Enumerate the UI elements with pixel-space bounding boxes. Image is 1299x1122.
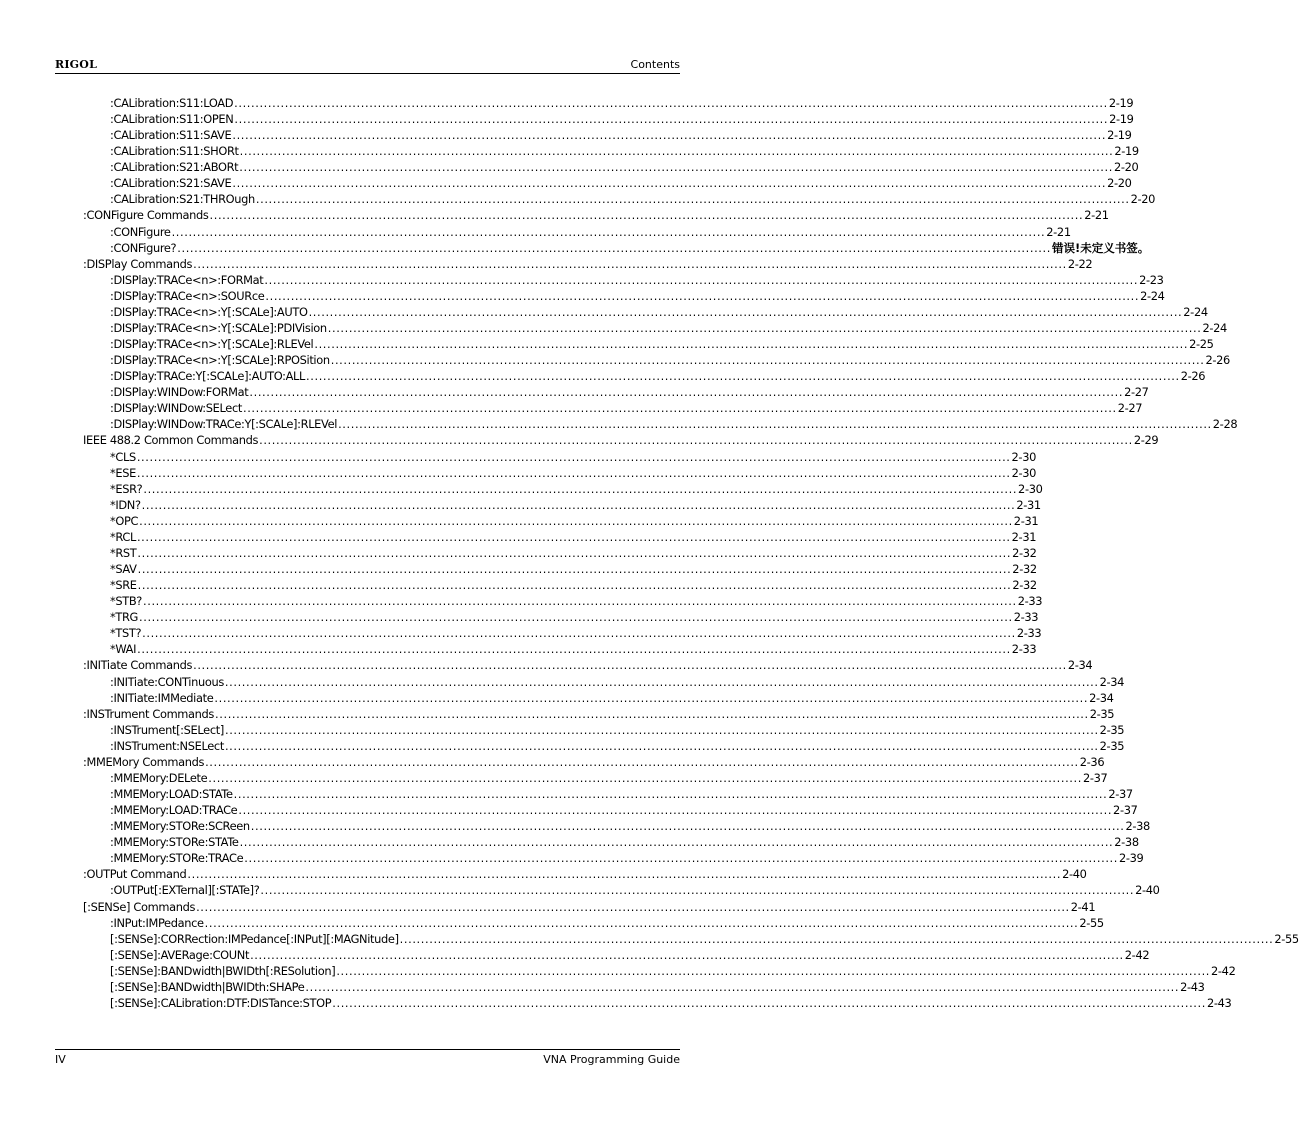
toc-page-number: 2-20 bbox=[1113, 160, 1139, 175]
toc-leader-dots: ............................................................................................................................................................................................................... bbox=[214, 690, 1089, 705]
toc-entry-title: :DISPlay Commands bbox=[83, 256, 193, 271]
toc-leader-dots: ............................................................................................................................................................................................................... bbox=[224, 738, 1099, 753]
toc-page-number: 2-37 bbox=[1108, 787, 1133, 801]
toc-entry[interactable] bbox=[110, 721, 1125, 737]
toc-leader-dots: ............................................................................................................................................................................................................... bbox=[330, 353, 1205, 368]
toc-entry[interactable] bbox=[110, 978, 1205, 994]
toc-page-number: 2-30 bbox=[1011, 449, 1036, 464]
toc-leader-dots: ............................................................................................................................................................................................................... bbox=[244, 851, 1118, 866]
toc-entry-title: :CONFigure bbox=[110, 224, 171, 239]
toc-entry[interactable] bbox=[110, 833, 1139, 850]
toc-page-number: 2-42 bbox=[1211, 963, 1236, 978]
toc-page-number: 2-19 bbox=[1108, 96, 1134, 110]
toc-entry[interactable] bbox=[110, 287, 1165, 303]
document-title: VNA Programming Guide bbox=[543, 1053, 680, 1066]
toc-entry[interactable] bbox=[110, 737, 1125, 753]
toc-entry-title: [:SENSe]:AVERage:COUNt bbox=[110, 947, 250, 962]
toc-page-number: 2-25 bbox=[1189, 337, 1214, 352]
toc-page-number: 2-19 bbox=[1107, 128, 1132, 143]
toc-entry[interactable] bbox=[110, 994, 1232, 1010]
toc-leader-dots: ............................................................................................................................................................................................................... bbox=[265, 288, 1140, 303]
toc-page-number: 2-40 bbox=[1062, 867, 1087, 882]
toc-entry[interactable] bbox=[110, 415, 1238, 432]
toc-leader-dots: ............................................................................................................................................................................................................... bbox=[242, 401, 1117, 416]
toc-page-number: 2-43 bbox=[1180, 979, 1205, 994]
toc-entry-title: :DISPlay:TRACe<n>:FORMat bbox=[110, 272, 264, 287]
toc-entry[interactable] bbox=[110, 351, 1230, 368]
toc-leader-dots: ............................................................................................................................................................................................................... bbox=[224, 674, 1099, 689]
toc-page-number: 2-24 bbox=[1140, 288, 1165, 303]
toc-entry[interactable] bbox=[110, 849, 1144, 866]
toc-entry-title: :MMEMory:DELete bbox=[110, 770, 208, 785]
toc-leader-dots: ............................................................................................................................................................................................................... bbox=[338, 417, 1212, 432]
toc-page-number: 2-24 bbox=[1183, 304, 1208, 319]
toc-page-number: 2-21 bbox=[1046, 224, 1071, 239]
toc-entry-title: :INSTrument:NSELect bbox=[110, 738, 224, 753]
toc-leader-dots: ............................................................................................................................................................................................................... bbox=[224, 722, 1099, 737]
toc-leader-dots: ............................................................................................................................................................................................................... bbox=[193, 256, 1067, 271]
page-header bbox=[55, 57, 680, 74]
toc-page-number: 2-55 bbox=[1274, 931, 1299, 946]
toc-entry-title: [:SENSe]:BANDwidth|BWIDth:SHAPe bbox=[110, 979, 305, 994]
toc-page-number: 2-31 bbox=[1013, 513, 1039, 528]
toc-leader-dots: ............................................................................................................................................................................................................... bbox=[239, 144, 1114, 159]
toc-entry[interactable] bbox=[110, 174, 1132, 191]
toc-entry-title: [:SENSe]:CORRection:IMPedance[:INPut][:MAGNitude] bbox=[110, 931, 399, 946]
toc-leader-dots: ............................................................................................................................................................................................................... bbox=[171, 224, 1046, 239]
toc-page-number: 2-34 bbox=[1089, 690, 1114, 705]
toc-leader-dots: ............................................................................................................................................................................................................... bbox=[139, 610, 1013, 625]
toc-entry[interactable] bbox=[110, 496, 1041, 512]
toc-entry-title: :CALibration:S11:SHORt bbox=[110, 144, 239, 159]
toc-page-number: 2-22 bbox=[1067, 256, 1093, 271]
toc-entry[interactable] bbox=[110, 464, 1037, 480]
toc-entry[interactable] bbox=[83, 865, 1087, 882]
page-number: IV bbox=[55, 1053, 66, 1066]
toc-entry[interactable] bbox=[110, 673, 1125, 689]
toc-leader-dots: ............................................................................................................................................................................................................... bbox=[260, 883, 1135, 898]
toc-entry[interactable] bbox=[110, 480, 1043, 496]
toc-page-number: 2-19 bbox=[1114, 144, 1139, 159]
toc-leader-dots: ............................................................................................................................................................................................................... bbox=[177, 240, 1051, 255]
toc-page-number: 2-27 bbox=[1124, 385, 1149, 400]
toc-entry[interactable] bbox=[110, 110, 1134, 127]
toc-entry[interactable] bbox=[83, 206, 1109, 223]
toc-entry[interactable] bbox=[110, 528, 1037, 544]
toc-entry-title: [:SENSe]:BANDwidth|BWIDth[:RESolution] bbox=[110, 963, 336, 978]
toc-entry-title: :DISPlay:TRACe<n>:Y[:SCALe]:AUTO bbox=[110, 304, 308, 319]
toc-leader-dots: ............................................................................................................................................................................................................... bbox=[255, 192, 1130, 207]
toc-entry-title: :OUTPut[:EXTernal][:STATe]? bbox=[110, 883, 260, 898]
toc-entry-title: :DISPlay:TRACe<n>:Y[:SCALe]:PDIVision bbox=[110, 320, 327, 335]
toc-entry[interactable] bbox=[83, 898, 1096, 914]
toc-entry-title: :CALibration:S11:OPEN bbox=[110, 112, 234, 127]
toc-page-number: 2-37 bbox=[1082, 770, 1108, 785]
toc-entry-title: :OUTPut Command bbox=[83, 867, 187, 882]
toc-leader-dots: ............................................................................................................................................................................................................... bbox=[234, 112, 1109, 127]
toc-entry[interactable] bbox=[110, 640, 1037, 657]
toc-page-number: 2-26 bbox=[1180, 369, 1206, 384]
toc-leader-dots: ............................................................................................................................................................................................................... bbox=[238, 803, 1113, 818]
toc-entry[interactable] bbox=[110, 383, 1149, 400]
toc-leader-dots: ............................................................................................................................................................................................................... bbox=[233, 787, 1108, 801]
toc-page-number: 2-40 bbox=[1135, 883, 1160, 898]
toc-entry-title: :DISPlay:WINDow:TRACe:Y[:SCALe]:RLEVel bbox=[110, 417, 338, 432]
toc-leader-dots: ............................................................................................................................................................................................................... bbox=[306, 369, 1180, 384]
toc-leader-dots: ............................................................................................................................................................................................................... bbox=[136, 529, 1011, 544]
toc-entry[interactable] bbox=[110, 881, 1160, 898]
toc-page-number: 2-30 bbox=[1011, 465, 1037, 480]
toc-page-number: 2-32 bbox=[1012, 545, 1037, 560]
toc-leader-dots: ............................................................................................................................................................................................................... bbox=[234, 96, 1108, 110]
toc-entry-title: :CALibration:S21:SAVE bbox=[110, 176, 232, 191]
toc-page-number: 2-37 bbox=[1113, 803, 1138, 818]
toc-page-number: 2-35 bbox=[1089, 706, 1115, 721]
toc-leader-dots: ............................................................................................................................................................................................................... bbox=[143, 481, 1018, 496]
toc-entry[interactable] bbox=[83, 656, 1093, 673]
toc-entry[interactable] bbox=[110, 319, 1227, 335]
toc-leader-dots: ............................................................................................................................................................................................................... bbox=[215, 706, 1089, 721]
toc-page-number: 2-32 bbox=[1012, 578, 1037, 593]
toc-entry[interactable] bbox=[110, 930, 1299, 946]
toc-entry-title: :INPut:IMPedance bbox=[110, 915, 204, 930]
toc-entry-title: :CALibration:S21:ABORt bbox=[110, 160, 239, 175]
toc-page-number: 2-33 bbox=[1017, 594, 1043, 609]
toc-leader-dots: ............................................................................................................................................................................................................... bbox=[250, 947, 1124, 962]
toc-leader-dots: ............................................................................................................................................................................................................... bbox=[196, 899, 1070, 914]
toc-page-number: 2-41 bbox=[1070, 899, 1096, 914]
toc-leader-dots: ............................................................................................................................................................................................................... bbox=[141, 497, 1016, 512]
toc-entry[interactable] bbox=[110, 801, 1138, 818]
toc-entry[interactable] bbox=[83, 753, 1105, 769]
toc-entry-title: :MMEMory:LOAD:STATe bbox=[110, 787, 233, 801]
toc-entry[interactable] bbox=[110, 367, 1206, 384]
toc-page-number: 2-55 bbox=[1079, 915, 1104, 930]
section-title: Contents bbox=[630, 58, 680, 71]
toc-entry[interactable] bbox=[110, 126, 1132, 143]
toc-page-number: 2-31 bbox=[1016, 497, 1041, 512]
toc-entry-title: *RST bbox=[110, 545, 137, 560]
toc-entry-title: :CALibration:S21:THROugh bbox=[110, 192, 255, 207]
toc-entry-title: :CALibration:S11:SAVE bbox=[110, 128, 232, 143]
toc-entry[interactable] bbox=[110, 785, 1133, 801]
toc-leader-dots: ............................................................................................................................................................................................................... bbox=[232, 176, 1107, 191]
toc-leader-dots: ............................................................................................................................................................................................................... bbox=[208, 770, 1082, 785]
toc-page-number: 2-20 bbox=[1130, 192, 1156, 207]
toc-entry-title: IEEE 488.2 Common Commands bbox=[83, 433, 259, 448]
toc-leader-dots: ............................................................................................................................................................................................................... bbox=[137, 642, 1011, 657]
toc-entry[interactable] bbox=[110, 142, 1139, 159]
toc-page-number: 2-33 bbox=[1016, 626, 1042, 641]
toc-entry-title: :INSTrument Commands bbox=[83, 706, 215, 721]
toc-entry[interactable] bbox=[110, 817, 1150, 834]
toc-entry[interactable] bbox=[110, 544, 1037, 560]
toc-page-number: 2-24 bbox=[1202, 320, 1227, 335]
toc-entry-title: *IDN? bbox=[110, 497, 141, 512]
toc-leader-dots: ............................................................................................................................................................................................................... bbox=[187, 867, 1062, 882]
toc-entry[interactable] bbox=[83, 255, 1093, 271]
toc-entry[interactable] bbox=[110, 399, 1143, 416]
toc-entry-title: :DISPlay:TRACe:Y[:SCALe]:AUTO:ALL bbox=[110, 369, 306, 384]
toc-entry-title: :MMEMory:LOAD:TRACe bbox=[110, 803, 238, 818]
toc-entry-title: *WAI bbox=[110, 642, 137, 657]
toc-entry[interactable] bbox=[110, 962, 1236, 978]
toc-entry-title: :CONFigure? bbox=[110, 240, 177, 255]
toc-entry-title: :CONFigure Commands bbox=[83, 208, 209, 223]
toc-entry[interactable] bbox=[110, 303, 1208, 319]
toc-page-number: 2-32 bbox=[1012, 562, 1037, 577]
toc-bookmark-error: 错误!未定义书签。 bbox=[1051, 240, 1150, 255]
toc-page-number: 2-38 bbox=[1114, 835, 1139, 850]
toc-page-number: 2-43 bbox=[1206, 995, 1232, 1010]
toc-entry[interactable] bbox=[110, 448, 1036, 464]
toc-entry-title: :INSTrument[:SELect] bbox=[110, 722, 224, 737]
toc-entry-title: :CALibration:S11:LOAD bbox=[110, 96, 234, 110]
toc-entry-title: :MMEMory Commands bbox=[83, 754, 205, 769]
toc-leader-dots: ............................................................................................................................................................................................................... bbox=[250, 819, 1125, 834]
toc-leader-dots: ............................................................................................................................................................................................................... bbox=[399, 931, 1274, 946]
toc-page-number: 2-35 bbox=[1099, 722, 1125, 737]
brand-logo-text: RIGOL bbox=[55, 58, 97, 71]
toc-page-number: 2-39 bbox=[1119, 851, 1144, 866]
toc-leader-dots: ............................................................................................................................................................................................................... bbox=[136, 449, 1011, 464]
toc-leader-dots: ............................................................................................................................................................................................................... bbox=[259, 433, 1133, 448]
toc-entry[interactable] bbox=[110, 689, 1114, 705]
toc-entry[interactable] bbox=[110, 271, 1164, 287]
toc-entry-title: :MMEMory:STORe:STATe bbox=[110, 835, 239, 850]
toc-entry[interactable] bbox=[83, 431, 1159, 448]
toc-entry-title: :MMEMory:STORe:TRACe bbox=[110, 851, 244, 866]
toc-entry-title: *TRG bbox=[110, 610, 138, 625]
toc-page-number: 2-35 bbox=[1099, 738, 1125, 753]
toc-page-number: 2-30 bbox=[1018, 481, 1043, 496]
toc-entry-title: *SAV bbox=[110, 562, 137, 577]
toc-page-number: 2-34 bbox=[1067, 658, 1093, 673]
toc-page-number: 2-42 bbox=[1124, 947, 1150, 962]
toc-entry[interactable] bbox=[83, 705, 1115, 721]
toc-leader-dots: ............................................................................................................................................................................................................... bbox=[205, 754, 1079, 769]
toc-page-number: 2-28 bbox=[1212, 417, 1238, 432]
toc-entry[interactable] bbox=[110, 190, 1156, 207]
toc-entry[interactable] bbox=[110, 592, 1043, 609]
toc-entry-title: *CLS bbox=[110, 449, 136, 464]
toc-leader-dots: ............................................................................................................................................................................................................... bbox=[239, 160, 1113, 175]
toc-page-number: 2-20 bbox=[1107, 176, 1132, 191]
toc-leader-dots: ............................................................................................................................................................................................................... bbox=[142, 626, 1016, 641]
toc-entry-title: *ESR? bbox=[110, 481, 143, 496]
toc-leader-dots: ............................................................................................................................................................................................................... bbox=[305, 979, 1180, 994]
toc-leader-dots: ............................................................................................................................................................................................................... bbox=[332, 995, 1206, 1010]
toc-leader-dots: ............................................................................................................................................................................................................... bbox=[137, 545, 1012, 560]
toc-entry[interactable] bbox=[110, 624, 1042, 641]
toc-page-number: 2-21 bbox=[1084, 208, 1109, 223]
page-footer bbox=[55, 1049, 680, 1066]
toc-entry-title: :DISPlay:TRACe<n>:SOURce bbox=[110, 288, 265, 303]
toc-entry[interactable] bbox=[110, 914, 1104, 930]
toc-leader-dots: ............................................................................................................................................................................................................... bbox=[204, 915, 1079, 930]
toc-entry-title: :DISPlay:TRACe<n>:Y[:SCALe]:RLEVel bbox=[110, 337, 314, 352]
toc-entry[interactable] bbox=[110, 560, 1037, 577]
toc-entry[interactable] bbox=[110, 946, 1150, 962]
toc-page-number: 2-26 bbox=[1205, 353, 1230, 368]
toc-leader-dots: ............................................................................................................................................................................................................... bbox=[264, 272, 1139, 287]
toc-entry-title: [:SENSe] Commands bbox=[83, 899, 196, 914]
toc-entry[interactable] bbox=[110, 158, 1139, 175]
toc-leader-dots: ............................................................................................................................................................................................................... bbox=[314, 337, 1189, 352]
toc-entry[interactable] bbox=[110, 769, 1108, 785]
toc-entry-title: *ESE bbox=[110, 465, 136, 480]
toc-entry[interactable] bbox=[110, 576, 1037, 593]
toc-entry-title: :DISPlay:WINDow:SELect bbox=[110, 401, 242, 416]
toc-entry-title: *OPC bbox=[110, 513, 139, 528]
toc-page-number: 2-31 bbox=[1011, 529, 1037, 544]
toc-leader-dots: ............................................................................................................................................................................................................... bbox=[239, 835, 1114, 850]
toc-page-number: 2-33 bbox=[1013, 610, 1039, 625]
toc-page-number: 2-19 bbox=[1109, 112, 1134, 127]
toc-leader-dots: ............................................................................................................................................................................................................... bbox=[139, 513, 1013, 528]
toc-entry[interactable] bbox=[110, 223, 1071, 239]
toc-entry[interactable] bbox=[110, 608, 1039, 625]
toc-entry[interactable] bbox=[110, 94, 1134, 110]
toc-page-number: 2-27 bbox=[1117, 401, 1143, 416]
toc-leader-dots: ............................................................................................................................................................................................................... bbox=[193, 658, 1067, 673]
toc-leader-dots: ............................................................................................................................................................................................................... bbox=[137, 562, 1012, 577]
toc-entry-title: :MMEMory:STORe:SCReen bbox=[110, 819, 250, 834]
toc-entry-title: *SRE bbox=[110, 578, 137, 593]
toc-leader-dots: ............................................................................................................................................................................................................... bbox=[336, 963, 1211, 978]
toc-page-number: 2-34 bbox=[1099, 674, 1125, 689]
toc-entry-title: :INITiate:CONTinuous bbox=[110, 674, 224, 689]
toc-leader-dots: ............................................................................................................................................................................................................... bbox=[137, 578, 1012, 593]
toc-entry[interactable] bbox=[110, 512, 1039, 528]
toc-entry-title: [:SENSe]:CALibration:DTF:DISTance:STOP bbox=[110, 995, 332, 1010]
toc-entry-title: *TST? bbox=[110, 626, 142, 641]
toc-leader-dots: ............................................................................................................................................................................................................... bbox=[143, 594, 1017, 609]
toc-entry-title: :INITiate Commands bbox=[83, 658, 193, 673]
toc-page-number: 2-23 bbox=[1139, 272, 1164, 287]
toc-leader-dots: ............................................................................................................................................................................................................... bbox=[232, 128, 1107, 143]
toc-leader-dots: ............................................................................................................................................................................................................... bbox=[209, 208, 1084, 223]
toc-page-number: 2-38 bbox=[1125, 819, 1150, 834]
toc-entry-title: :DISPlay:TRACe<n>:Y[:SCALe]:RPOSition bbox=[110, 353, 330, 368]
toc-page-number: 2-29 bbox=[1133, 433, 1159, 448]
toc-leader-dots: ............................................................................................................................................................................................................... bbox=[249, 385, 1124, 400]
toc-leader-dots: ............................................................................................................................................................................................................... bbox=[327, 320, 1202, 335]
toc-leader-dots: ............................................................................................................................................................................................................... bbox=[308, 304, 1183, 319]
toc-page-number: 2-33 bbox=[1011, 642, 1037, 657]
toc-entry-title: :DISPlay:WINDow:FORMat bbox=[110, 385, 249, 400]
toc-entry-title: *STB? bbox=[110, 594, 142, 609]
toc-entry[interactable] bbox=[110, 239, 1150, 255]
toc-leader-dots: ............................................................................................................................................................................................................... bbox=[136, 465, 1011, 480]
toc-entry-title: :INITiate:IMMediate bbox=[110, 690, 214, 705]
toc-entry[interactable] bbox=[110, 335, 1214, 352]
toc-page-number: 2-36 bbox=[1079, 754, 1105, 769]
toc-entry-title: *RCL bbox=[110, 529, 136, 544]
